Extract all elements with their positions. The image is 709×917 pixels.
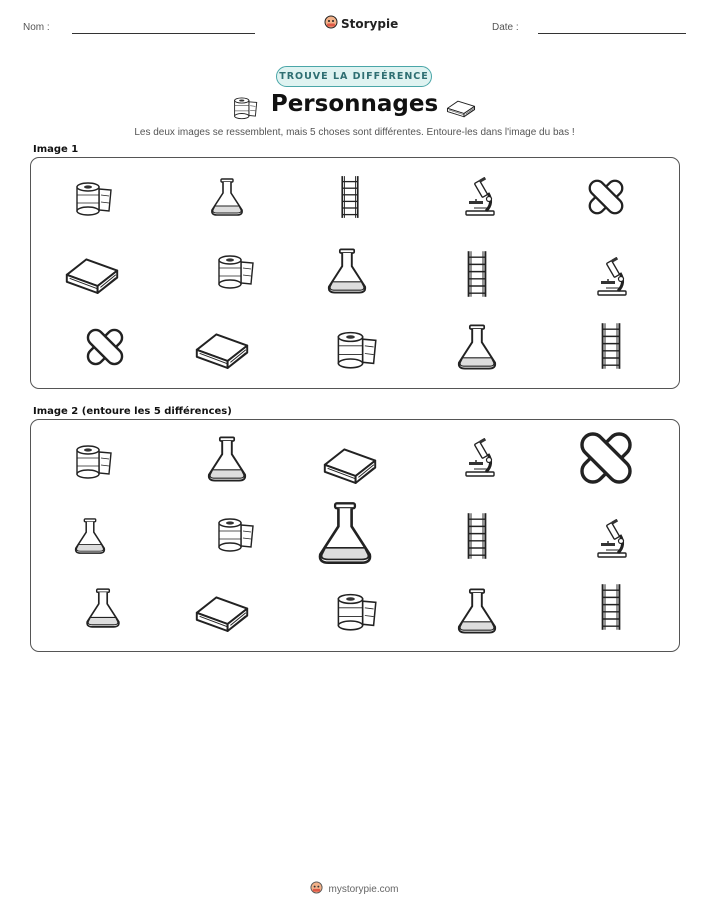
bandage-icon[interactable] bbox=[575, 427, 637, 489]
flask-icon[interactable] bbox=[312, 500, 378, 566]
flask-icon bbox=[207, 177, 247, 217]
toilet-paper-icon bbox=[334, 326, 378, 370]
bandage-icon bbox=[585, 176, 627, 218]
page-title: Personnages bbox=[270, 91, 439, 117]
book-icon bbox=[64, 244, 120, 300]
name-field[interactable] bbox=[72, 33, 255, 34]
toilet-paper-icon[interactable] bbox=[334, 588, 378, 632]
ladder-icon bbox=[587, 322, 635, 370]
book-icon bbox=[446, 94, 476, 125]
flask-icon[interactable] bbox=[71, 517, 109, 555]
toilet-paper-icon[interactable] bbox=[73, 440, 113, 480]
microscope-icon[interactable] bbox=[460, 438, 500, 478]
book-icon bbox=[194, 319, 250, 375]
brand-name: Storypie bbox=[341, 16, 399, 31]
date-label: Date : bbox=[492, 22, 519, 33]
microscope-icon bbox=[592, 257, 632, 297]
flask-icon[interactable] bbox=[203, 435, 251, 483]
instructions-text: Les deux images se ressemblent, mais 5 choses sont différentes. Entoure-les dans l'image du bas ! bbox=[134, 127, 575, 138]
toilet-paper-icon bbox=[73, 177, 113, 217]
book-icon[interactable] bbox=[322, 434, 378, 490]
footer-site: mystorypie.com bbox=[328, 883, 399, 895]
name-label: Nom : bbox=[23, 22, 50, 33]
ladder-icon bbox=[328, 175, 372, 219]
microscope-icon[interactable] bbox=[592, 519, 632, 559]
mascot-icon bbox=[310, 881, 323, 897]
image1-label: Image 1 bbox=[33, 144, 79, 155]
toilet-paper-icon[interactable] bbox=[215, 513, 255, 553]
brand-logo bbox=[324, 15, 398, 32]
flask-icon[interactable] bbox=[82, 587, 124, 629]
ladder-icon[interactable] bbox=[587, 583, 635, 631]
book-icon[interactable] bbox=[194, 582, 250, 638]
date-field[interactable] bbox=[538, 33, 686, 34]
image2-label: Image 2 (entoure les 5 différences) bbox=[33, 406, 232, 417]
microscope-icon bbox=[460, 177, 500, 217]
bandage-icon bbox=[83, 325, 127, 369]
flask-icon bbox=[323, 247, 371, 295]
flask-icon[interactable] bbox=[453, 587, 501, 635]
flask-icon bbox=[453, 323, 501, 371]
ladder-icon[interactable] bbox=[453, 512, 501, 560]
ladder-icon bbox=[453, 250, 501, 298]
activity-badge: TROUVE LA DIFFÉRENCE bbox=[276, 66, 432, 87]
toilet-paper-icon bbox=[215, 250, 255, 290]
footer bbox=[0, 881, 709, 897]
mascot-icon bbox=[324, 15, 338, 32]
